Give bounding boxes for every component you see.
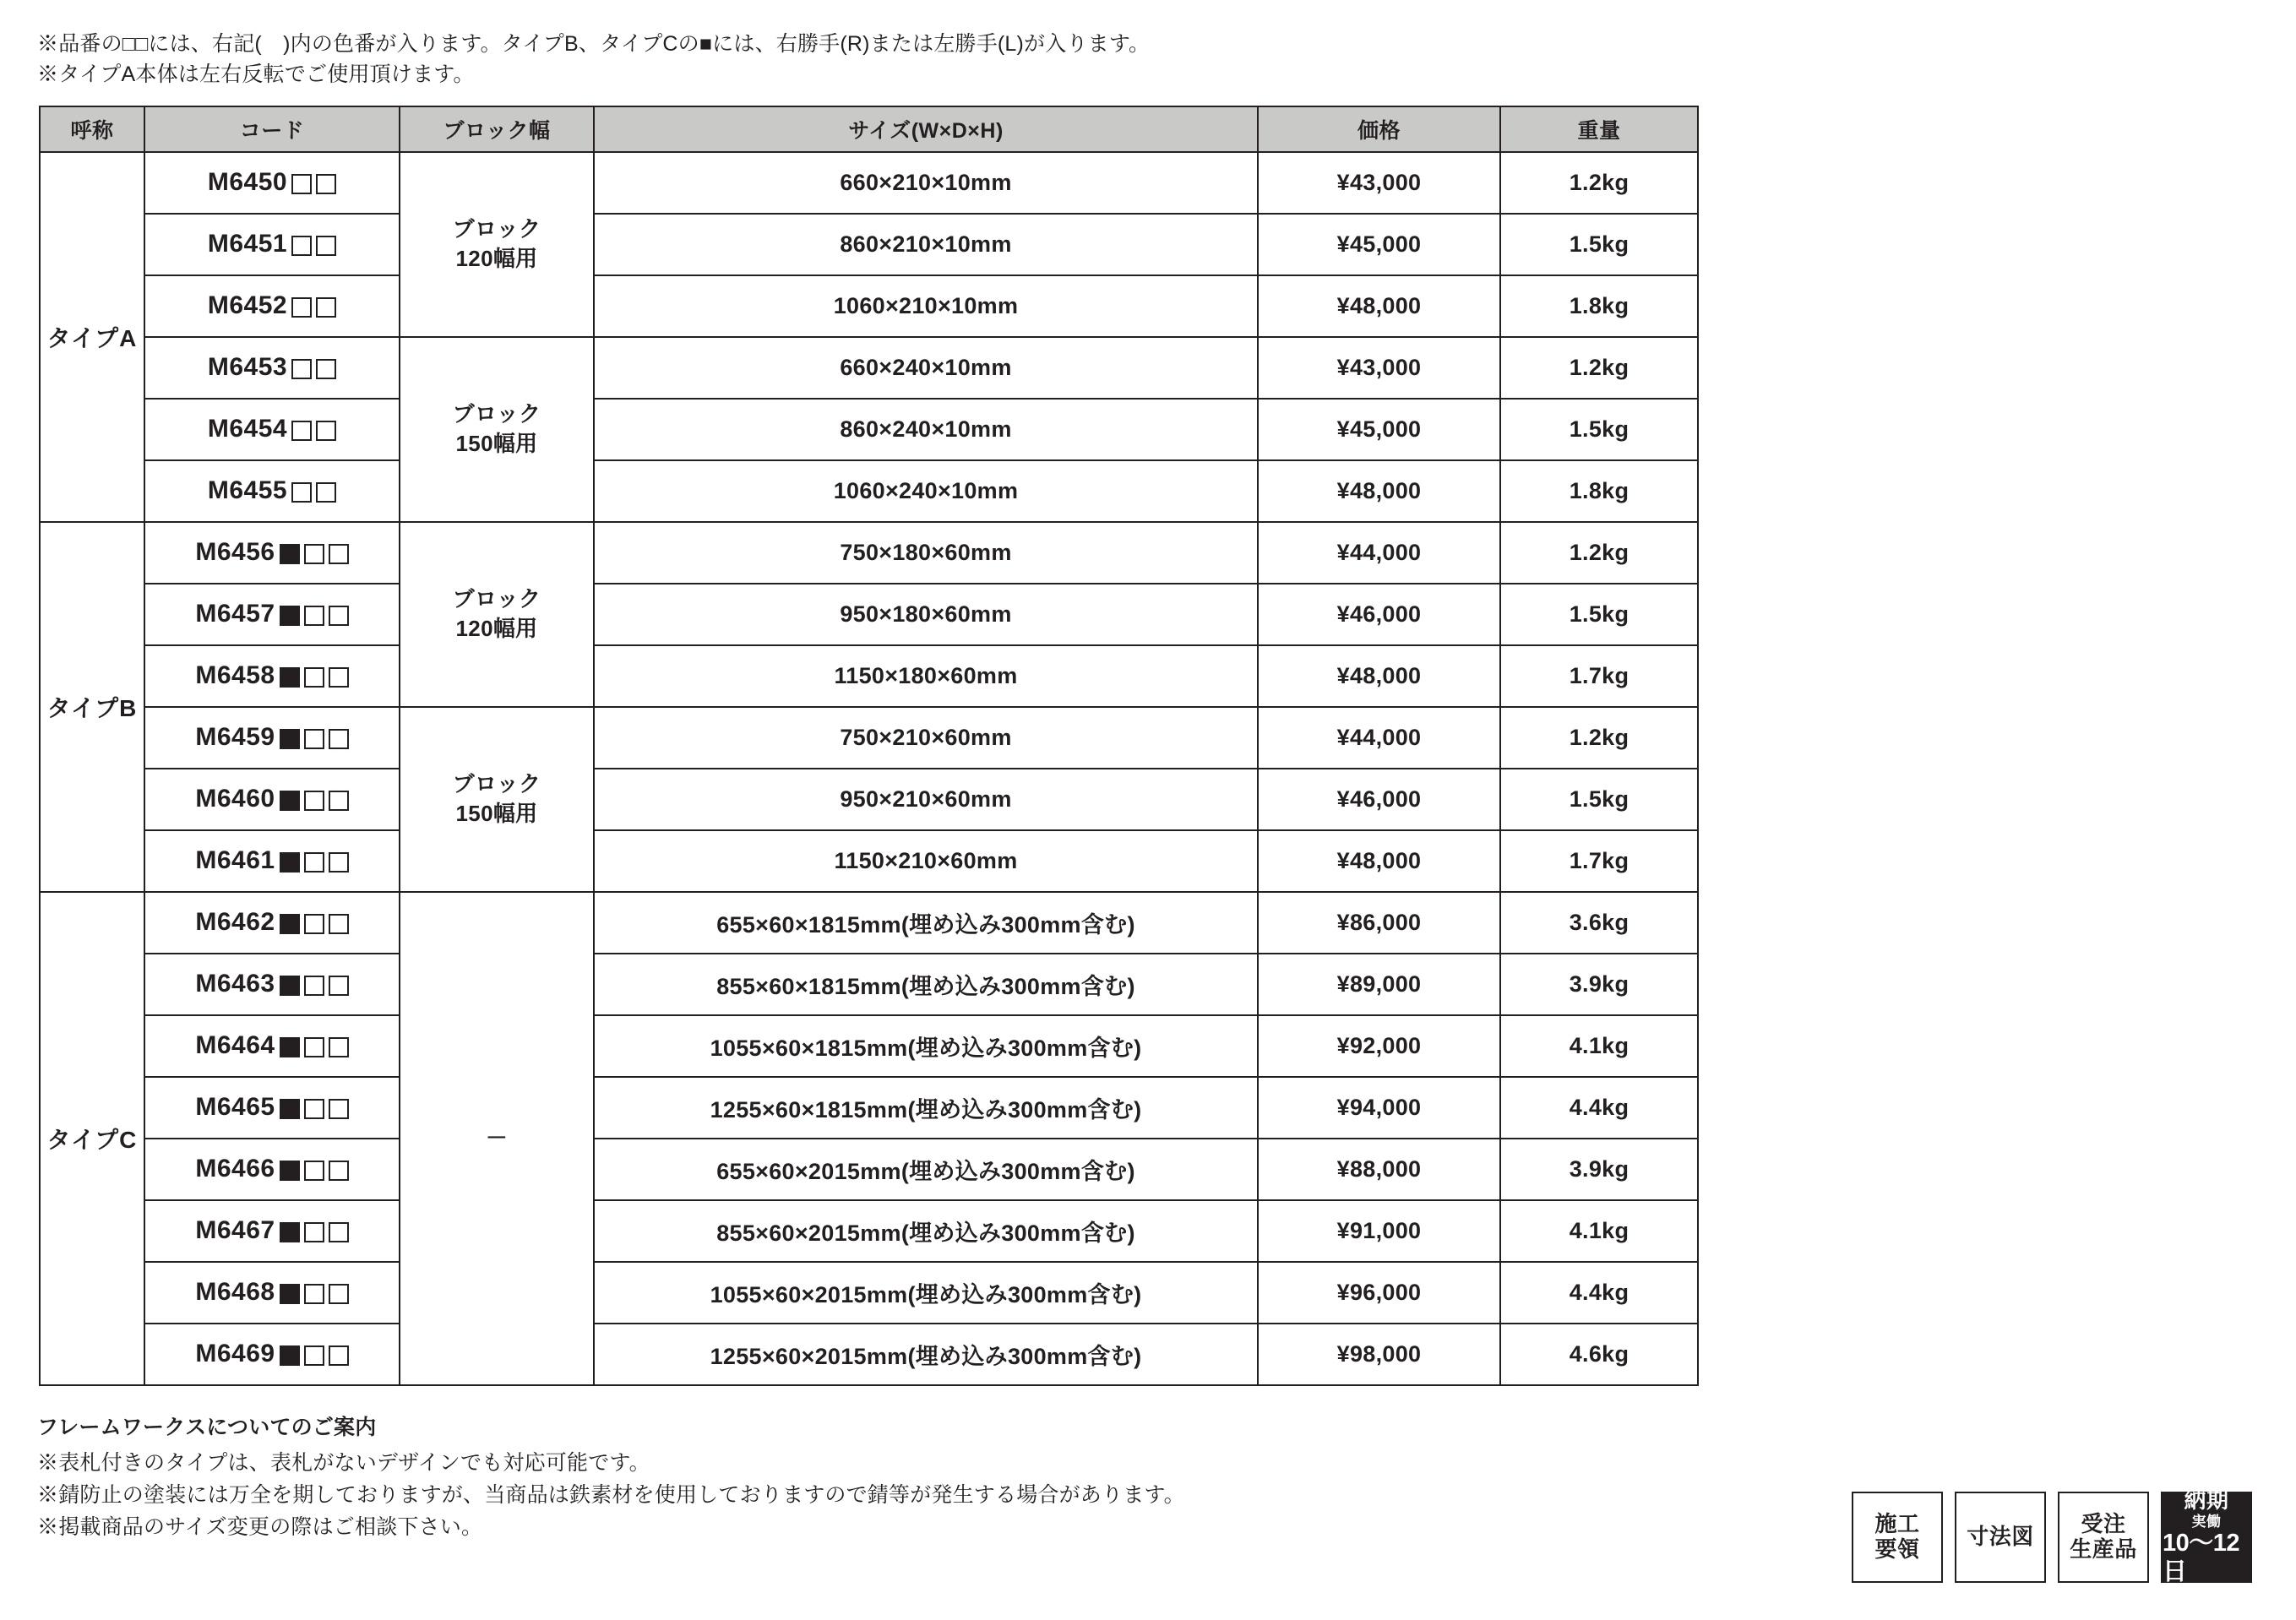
badge-line: 受注 <box>2081 1511 2126 1537</box>
size-cell: 1060×210×10mm <box>594 275 1258 337</box>
block-width-cell: ブロック 150幅用 <box>400 337 594 522</box>
weight-cell: 4.4kg <box>1500 1262 1698 1324</box>
badge-line: 納期 <box>2184 1487 2229 1513</box>
weight-cell: 1.2kg <box>1500 707 1698 769</box>
open-square-icon <box>329 1161 349 1181</box>
weight-cell: 1.5kg <box>1500 769 1698 830</box>
badge-line: 10～12日 <box>2163 1530 2240 1585</box>
open-square-icon <box>304 1099 324 1119</box>
open-square-icon <box>304 1222 324 1242</box>
weight-cell: 1.7kg <box>1500 645 1698 707</box>
product-code-cell <box>144 892 400 954</box>
open-square-icon <box>329 1037 349 1057</box>
size-cell: 950×180×60mm <box>594 584 1258 645</box>
size-cell: 1055×60×1815mm(埋め込み300mm含む) <box>594 1015 1258 1077</box>
badge-line: 施工 <box>1874 1511 1920 1537</box>
product-spec-table <box>39 106 1699 1386</box>
column-header-size: サイズ(W×D×H) <box>594 106 1258 152</box>
open-square-icon <box>316 421 336 441</box>
open-square-icon <box>329 606 349 626</box>
filled-square-icon <box>280 1037 300 1057</box>
table-header <box>40 106 1698 152</box>
product-code-text: M6468 <box>195 1278 275 1306</box>
column-header-code: コード <box>144 106 400 152</box>
open-square-icon <box>304 1284 324 1304</box>
filled-square-icon <box>280 976 300 996</box>
open-square-icon <box>291 482 312 503</box>
filled-square-icon <box>280 791 300 811</box>
badge-line: 寸法図 <box>1967 1524 2034 1550</box>
product-code-cell <box>144 645 400 707</box>
price-cell: ¥48,000 <box>1258 275 1500 337</box>
product-type-cell: タイプB <box>40 522 144 892</box>
size-cell: 1255×60×2015mm(埋め込み300mm含む) <box>594 1324 1258 1385</box>
weight-cell: 1.5kg <box>1500 214 1698 275</box>
open-square-icon <box>304 1345 324 1366</box>
product-code-text: M6461 <box>195 846 275 874</box>
bottom-notes-title: フレームワークスについてのご案内 <box>37 1415 377 1439</box>
product-code-cell <box>144 584 400 645</box>
size-cell: 860×240×10mm <box>594 399 1258 460</box>
open-square-icon <box>291 174 312 194</box>
column-header-name: 呼称 <box>40 106 144 152</box>
badge-line: 生産品 <box>2070 1536 2137 1562</box>
product-code-cell <box>144 769 400 830</box>
top-notes <box>37 29 2259 90</box>
product-code-text: M6455 <box>207 476 288 504</box>
product-type-cell: タイプA <box>40 152 144 522</box>
product-code-cell <box>144 1015 400 1077</box>
price-cell: ¥98,000 <box>1258 1324 1500 1385</box>
weight-cell: 4.4kg <box>1500 1077 1698 1139</box>
open-square-icon <box>329 914 349 934</box>
price-cell: ¥92,000 <box>1258 1015 1500 1077</box>
price-cell: ¥48,000 <box>1258 460 1500 522</box>
product-code-text: M6463 <box>195 970 275 998</box>
product-code-text: M6462 <box>195 908 275 936</box>
open-square-icon <box>316 297 336 318</box>
table-row <box>40 152 1698 214</box>
weight-cell: 1.5kg <box>1500 399 1698 460</box>
size-cell: 1255×60×1815mm(埋め込み300mm含む) <box>594 1077 1258 1139</box>
price-cell: ¥46,000 <box>1258 584 1500 645</box>
table-row <box>40 522 1698 584</box>
size-cell: 660×240×10mm <box>594 337 1258 399</box>
open-square-icon <box>304 976 324 996</box>
table-row <box>40 1077 1698 1139</box>
size-cell: 855×60×1815mm(埋め込み300mm含む) <box>594 954 1258 1015</box>
open-square-icon <box>329 1284 349 1304</box>
open-square-icon <box>291 297 312 318</box>
table-row <box>40 892 1698 954</box>
product-code-text: M6464 <box>195 1031 275 1059</box>
product-code-text: M6469 <box>195 1340 275 1367</box>
table-row <box>40 1324 1698 1385</box>
price-cell: ¥96,000 <box>1258 1262 1500 1324</box>
badge-line: 要領 <box>1874 1536 1920 1562</box>
product-code-text: M6460 <box>195 785 275 813</box>
open-square-icon <box>304 1161 324 1181</box>
open-square-icon <box>304 729 324 749</box>
product-code-text: M6454 <box>207 415 288 443</box>
open-square-icon <box>329 976 349 996</box>
weight-cell: 1.2kg <box>1500 522 1698 584</box>
product-code-text: M6465 <box>195 1093 275 1121</box>
table-row <box>40 1262 1698 1324</box>
price-cell: ¥91,000 <box>1258 1200 1500 1262</box>
info-badge <box>1955 1492 2046 1583</box>
info-badge <box>1852 1492 1943 1583</box>
filled-square-icon <box>280 729 300 749</box>
filled-square-icon <box>280 914 300 934</box>
table-row <box>40 214 1698 275</box>
open-square-icon <box>329 1345 349 1366</box>
block-width-cell: ブロック 150幅用 <box>400 707 594 892</box>
open-square-icon <box>316 236 336 256</box>
badge-line: 実働 <box>2191 1513 2222 1530</box>
size-cell: 1150×210×60mm <box>594 830 1258 892</box>
table-row <box>40 1200 1698 1262</box>
bottom-note-1: ※表札付きのタイプは、表札がないデザインでも対応可能です。 <box>37 1450 650 1475</box>
column-header-weight: 重量 <box>1500 106 1698 152</box>
size-cell: 860×210×10mm <box>594 214 1258 275</box>
filled-square-icon <box>280 667 300 688</box>
product-code-text: M6456 <box>195 538 275 566</box>
bottom-note-2: ※錆防止の塗装には万全を期しておりますが、当商品は鉄素材を使用しておりますので錆等が発生する場合があります。 <box>37 1482 1185 1507</box>
weight-cell: 1.2kg <box>1500 337 1698 399</box>
open-square-icon <box>304 1037 324 1057</box>
price-cell: ¥43,000 <box>1258 152 1500 214</box>
open-square-icon <box>329 1099 349 1119</box>
weight-cell: 1.8kg <box>1500 275 1698 337</box>
weight-cell: 1.5kg <box>1500 584 1698 645</box>
product-code-cell <box>144 1077 400 1139</box>
filled-square-icon <box>280 1161 300 1181</box>
size-cell: 1060×240×10mm <box>594 460 1258 522</box>
open-square-icon <box>304 914 324 934</box>
table-row <box>40 954 1698 1015</box>
price-cell: ¥48,000 <box>1258 830 1500 892</box>
filled-square-icon <box>280 1284 300 1304</box>
column-header-price: 価格 <box>1258 106 1500 152</box>
top-note-2: ※タイプA本体は左右反転でご使用頂けます。 <box>37 63 475 87</box>
table-row <box>40 1139 1698 1200</box>
product-code-cell <box>144 214 400 275</box>
weight-cell: 4.1kg <box>1500 1015 1698 1077</box>
open-square-icon <box>304 544 324 564</box>
size-cell: 950×210×60mm <box>594 769 1258 830</box>
open-square-icon <box>329 1222 349 1242</box>
filled-square-icon <box>280 1222 300 1242</box>
price-cell: ¥86,000 <box>1258 892 1500 954</box>
price-cell: ¥43,000 <box>1258 337 1500 399</box>
table-row <box>40 337 1698 399</box>
product-code-text: M6453 <box>207 353 288 381</box>
product-code-cell <box>144 1324 400 1385</box>
table-row <box>40 1015 1698 1077</box>
info-badge <box>2161 1487 2252 1585</box>
open-square-icon <box>304 606 324 626</box>
filled-square-icon <box>280 606 300 626</box>
product-type-cell: タイプC <box>40 892 144 1385</box>
size-cell: 750×210×60mm <box>594 707 1258 769</box>
open-square-icon <box>316 482 336 503</box>
table-row <box>40 707 1698 769</box>
weight-cell: 4.6kg <box>1500 1324 1698 1385</box>
product-code-cell <box>144 275 400 337</box>
open-square-icon <box>316 359 336 379</box>
product-code-text: M6450 <box>207 168 288 196</box>
size-cell: 1055×60×2015mm(埋め込み300mm含む) <box>594 1262 1258 1324</box>
open-square-icon <box>329 729 349 749</box>
price-cell: ¥89,000 <box>1258 954 1500 1015</box>
product-code-cell <box>144 1200 400 1262</box>
size-cell: 655×60×2015mm(埋め込み300mm含む) <box>594 1139 1258 1200</box>
weight-cell: 3.9kg <box>1500 1139 1698 1200</box>
open-square-icon <box>329 791 349 811</box>
product-code-cell <box>144 830 400 892</box>
product-code-cell <box>144 460 400 522</box>
price-cell: ¥94,000 <box>1258 1077 1500 1139</box>
weight-cell: 3.6kg <box>1500 892 1698 954</box>
product-code-cell <box>144 1139 400 1200</box>
table-header-row <box>40 106 1698 152</box>
price-cell: ¥88,000 <box>1258 1139 1500 1200</box>
table-row <box>40 645 1698 707</box>
column-header-block-width: ブロック幅 <box>400 106 594 152</box>
size-cell: 660×210×10mm <box>594 152 1258 214</box>
product-code-text: M6466 <box>195 1155 275 1182</box>
size-cell: 655×60×1815mm(埋め込み300mm含む) <box>594 892 1258 954</box>
price-cell: ¥44,000 <box>1258 707 1500 769</box>
weight-cell: 1.2kg <box>1500 152 1698 214</box>
open-square-icon <box>291 421 312 441</box>
table-row <box>40 830 1698 892</box>
price-cell: ¥45,000 <box>1258 214 1500 275</box>
top-note-1: ※品番の□□には、右記( )内の色番が入ります。タイプB、タイプCの■には、右勝手(R)または左勝手(L)が入ります。 <box>37 32 1151 56</box>
size-cell: 855×60×2015mm(埋め込み300mm含む) <box>594 1200 1258 1262</box>
product-code-text: M6451 <box>207 230 288 258</box>
open-square-icon <box>329 544 349 564</box>
block-width-cell: ブロック 120幅用 <box>400 522 594 707</box>
filled-square-icon <box>280 1345 300 1366</box>
badge-group <box>1852 1487 2252 1585</box>
filled-square-icon <box>280 1099 300 1119</box>
price-cell: ¥46,000 <box>1258 769 1500 830</box>
product-code-cell <box>144 522 400 584</box>
table-row <box>40 460 1698 522</box>
block-width-cell: ブロック 120幅用 <box>400 152 594 337</box>
info-badge <box>2058 1492 2149 1583</box>
product-code-text: M6467 <box>195 1216 275 1244</box>
product-code-cell <box>144 399 400 460</box>
price-cell: ¥44,000 <box>1258 522 1500 584</box>
table-body <box>40 152 1698 1385</box>
open-square-icon <box>304 791 324 811</box>
price-cell: ¥48,000 <box>1258 645 1500 707</box>
table-row <box>40 275 1698 337</box>
product-code-cell <box>144 707 400 769</box>
filled-square-icon <box>280 544 300 564</box>
product-code-cell <box>144 1262 400 1324</box>
size-cell: 750×180×60mm <box>594 522 1258 584</box>
product-code-text: M6457 <box>195 600 275 628</box>
open-square-icon <box>329 852 349 873</box>
table-row <box>40 769 1698 830</box>
bottom-note-3: ※掲載商品のサイズ変更の際はご相談下さい。 <box>37 1514 483 1539</box>
open-square-icon <box>329 667 349 688</box>
product-code-text: M6458 <box>195 661 275 689</box>
price-cell: ¥45,000 <box>1258 399 1500 460</box>
open-square-icon <box>291 236 312 256</box>
weight-cell: 3.9kg <box>1500 954 1698 1015</box>
weight-cell: 4.1kg <box>1500 1200 1698 1262</box>
open-square-icon <box>304 852 324 873</box>
open-square-icon <box>316 174 336 194</box>
product-code-text: M6459 <box>195 723 275 751</box>
product-code-text: M6452 <box>207 291 288 319</box>
table-row <box>40 584 1698 645</box>
open-square-icon <box>304 667 324 688</box>
size-cell: 1150×180×60mm <box>594 645 1258 707</box>
table-row <box>40 399 1698 460</box>
product-code-cell <box>144 954 400 1015</box>
weight-cell: 1.8kg <box>1500 460 1698 522</box>
product-code-cell <box>144 152 400 214</box>
open-square-icon <box>291 359 312 379</box>
filled-square-icon <box>280 852 300 873</box>
weight-cell: 1.7kg <box>1500 830 1698 892</box>
block-width-cell: － <box>400 892 594 1385</box>
product-code-cell <box>144 337 400 399</box>
